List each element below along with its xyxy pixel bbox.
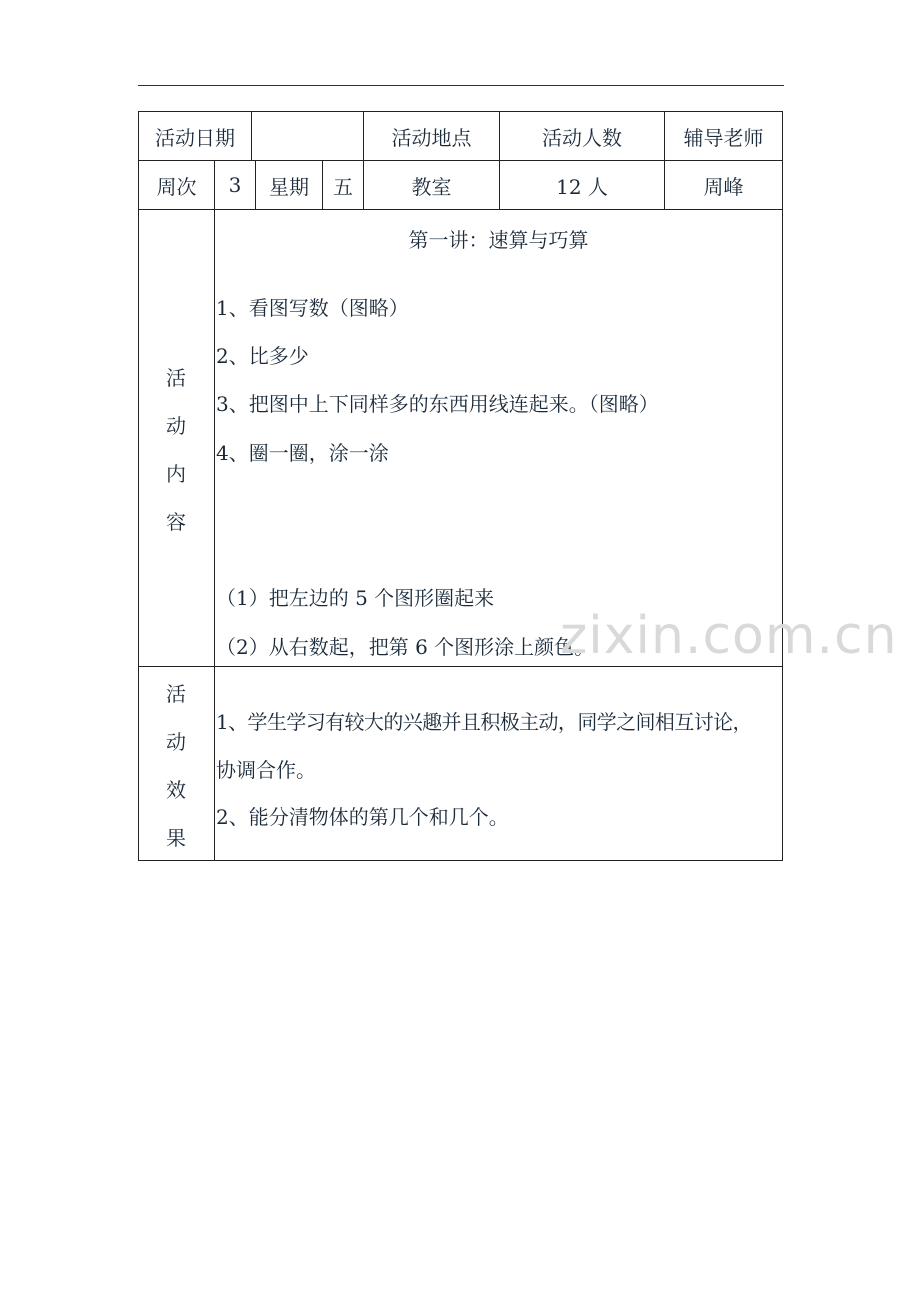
effect-line: 2、能分清物体的第几个和几个。 [216,805,509,829]
content-item: 1、看图写数（图略） [216,296,409,320]
count-value: 12 人 [556,174,608,199]
week-label: 周次 [156,174,197,199]
row-divider [138,666,783,667]
count-label: 活动人数 [542,125,622,150]
table-border-right [782,111,783,861]
row-divider [138,209,783,210]
teacher-value: 周峰 [703,174,744,199]
content-item: 2、比多少 [216,344,309,368]
content-label-char: 容 [166,510,186,534]
day-value: 五 [333,174,353,199]
date-value [252,112,363,160]
content-label-char: 活 [166,366,186,390]
day-label: 星期 [269,174,309,199]
effect-line: 1、学生学习有较大的兴趣并且积极主动，同学之间相互讨论， [216,710,752,734]
content-item: 4、圈一圈，涂一涂 [216,441,389,465]
header-rule [138,85,784,86]
effect-label-char: 活 [166,682,186,706]
content-sub-item: （2）从右数起，把第 6 个图形涂上颜色。 [216,635,595,659]
week-value: 3 [228,173,242,197]
content-label-char: 内 [166,462,186,486]
place-label: 活动地点 [391,125,472,150]
effect-label-char: 动 [166,730,186,754]
effect-label-char: 效 [166,778,186,802]
lesson-title: 第一讲：速算与巧算 [408,228,589,252]
column-divider [214,160,215,860]
effect-label [138,670,214,862]
effect-line: 协调合作。 [216,758,316,782]
content-item: 3、把图中上下同样多的东西用线连起来。（图略） [216,392,659,416]
effect-label-char: 果 [166,826,186,850]
content-sub-item: （1）把左边的 5 个图形圈起来 [216,586,495,610]
place-value: 教室 [411,174,452,199]
table-border-bottom [138,860,783,861]
content-label-char: 动 [166,414,186,438]
watermark: zixin.com.cn [560,606,898,666]
teacher-label: 辅导老师 [683,125,764,150]
content-label [138,354,214,546]
date-label: 活动日期 [155,125,235,150]
